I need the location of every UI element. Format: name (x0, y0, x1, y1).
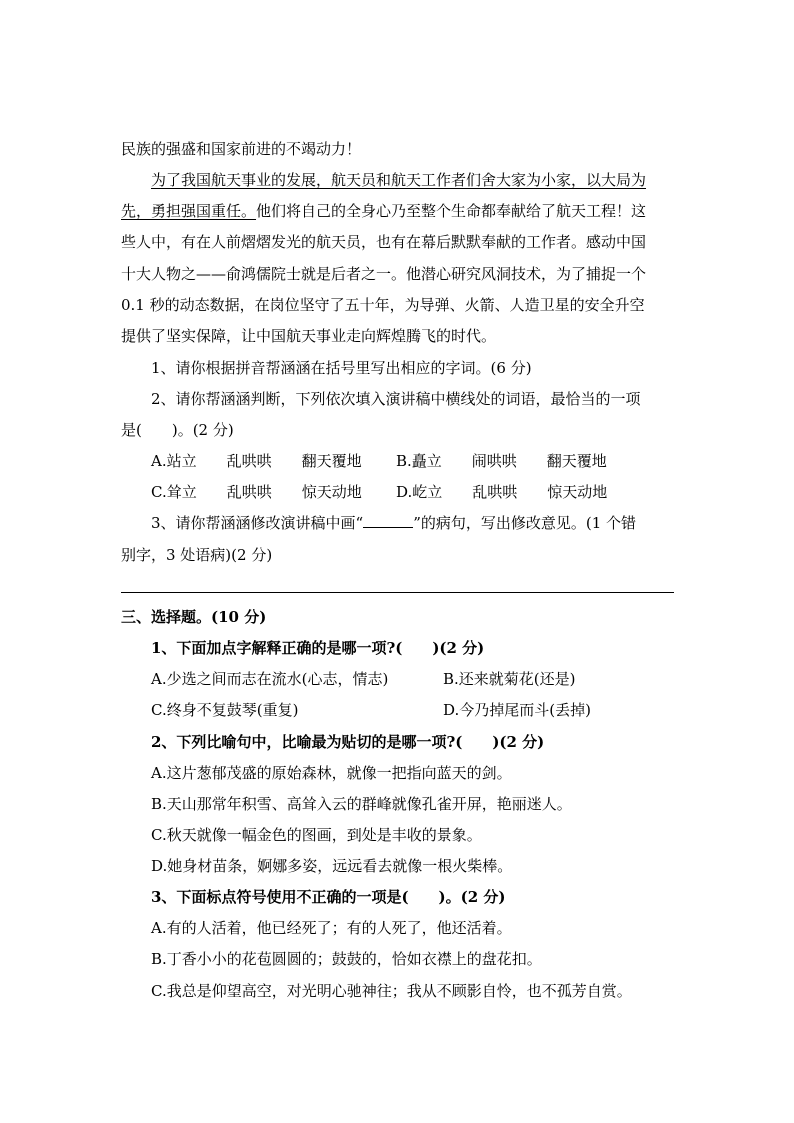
q2-option-c: C.耸立 乱哄哄 惊天动地 (151, 483, 362, 501)
passage-line-1: 民族的强盛和国家前进的不竭动力！ (121, 140, 362, 158)
question-2-line-2: 是( )。(2 分) (121, 421, 234, 439)
item-1-option-a: A.少选之间而志在流水(心志，情志) (151, 670, 389, 688)
question-2-line-1: 2、请你帮涵涵判断，下列依次填入演讲稿中横线处的词语，最恰当的一项 (151, 390, 641, 408)
item-1-option-b: B.还来就菊花(还是) (443, 670, 576, 688)
item-1-option-d: D.今乃掉尾而斗(丢掉) (443, 701, 591, 719)
question-3-prefix: 3、请你帮涵涵修改演讲稿中画“ (151, 514, 364, 532)
section-3-item-1-stem: 1、下面加点字解释正确的是哪一项?( )(2 分) (151, 639, 485, 657)
underline-blank (363, 515, 413, 528)
item-2-option-c: C.秋天就像一幅金色的图画，到处是丰收的景象。 (151, 826, 482, 844)
underlined-sentence-part-1: 为了我国航天事业的发展，航天员和航天工作者们舍大家为小家，以大局为 (151, 171, 647, 189)
section-3-item-2-stem: 2、下列比喻句中，比喻最为贴切的是哪一项?( )(2 分) (151, 733, 545, 751)
underlined-sentence-part-2: 先，勇担强国重任。 (121, 202, 257, 220)
item-3-option-c: C.我总是仰望高空，对光明心驰神往；我从不顾影自怜，也不孤芳自赏。 (151, 982, 632, 1000)
item-3-option-b: B.丁香小小的花苞圆圆的；鼓鼓的，恰如衣襟上的盘花扣。 (151, 950, 542, 968)
passage-line-3 (121, 201, 646, 221)
section-3-item-3-stem: 3、下面标点符号使用不正确的一项是( )。(2 分) (151, 888, 506, 906)
item-2-option-d: D.她身材苗条，婀娜多姿，远远看去就像一根火柴棒。 (151, 857, 513, 875)
q2-option-b: B.矗立 闹哄哄 翻天覆地 (396, 452, 607, 470)
section-3-title: 三、选择题。(10 分) (121, 608, 267, 626)
passage-line-2 (151, 170, 646, 190)
question-1: 1、请你根据拼音帮涵涵在括号里写出相应的字词。(6 分) (151, 359, 532, 377)
q2-option-a: A.站立 乱哄哄 翻天覆地 (151, 452, 362, 470)
question-3-suffix: ”的病句，写出修改意见。(1 个错 (413, 514, 637, 532)
item-2-option-a: A.这片葱郁茂盛的原始森林，就像一把指向蓝天的剑。 (151, 764, 512, 782)
question-3-line-2: 别字，3 处语病)(2 分) (121, 546, 273, 564)
answer-line (121, 592, 674, 593)
item-2-option-b: B.天山那常年积雪、高耸入云的群峰就像孔雀开屏，艳丽迷人。 (151, 795, 572, 813)
item-3-option-a: A.有的人活着，他已经死了；有的人死了，他还活着。 (151, 919, 512, 937)
question-3-line-1 (151, 513, 636, 533)
passage-line-5: 十大人物之——俞鸿儒院士就是后者之一。他潜心研究风洞技术，为了捕捉一个 (121, 265, 647, 283)
passage-line-6: 0.1 秒的动态数据，在岗位坚守了五十年，为导弹、火箭、人造卫星的安全升空 (121, 296, 645, 314)
passage-line-3-rest: 他们将自己的全身心乃至整个生命都奉献给了航天工程！这 (256, 202, 647, 220)
item-1-option-c: C.终身不复鼓琴(重复) (151, 701, 299, 719)
passage-line-4: 些人中，有在人前熠熠发光的航天员，也有在幕后默默奉献的工作者。感动中国 (121, 233, 647, 251)
passage-line-7: 提供了坚实保障，让中国航天事业走向辉煌腾飞的时代。 (121, 327, 497, 345)
q2-option-d: D.屹立 乱哄哄 惊天动地 (396, 483, 608, 501)
